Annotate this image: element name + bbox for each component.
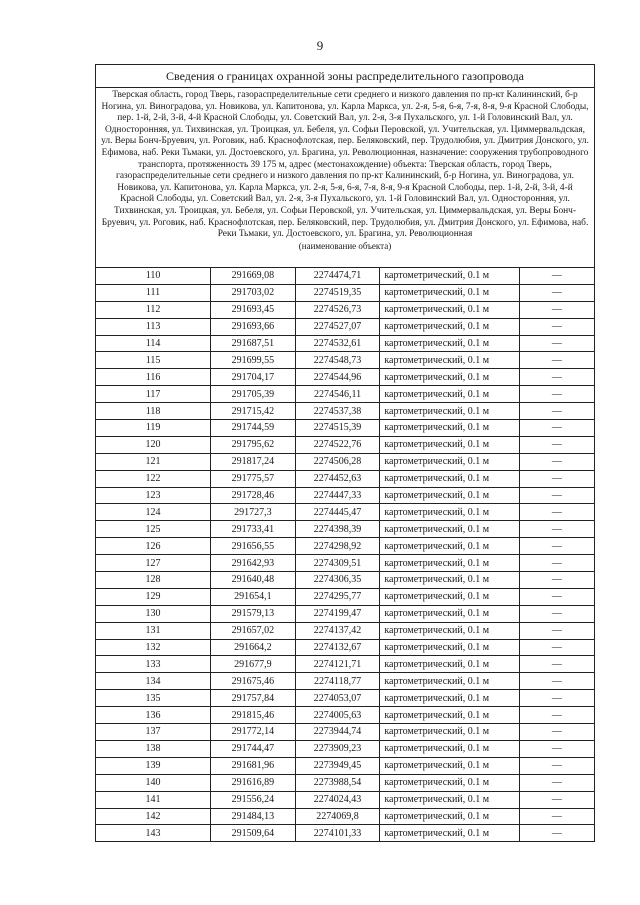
point-number-cell: 129 [96,588,211,605]
y-coordinate-cell: 2273909,23 [295,740,380,757]
table-row [96,335,594,352]
error-cell: — [519,774,594,791]
method-cell: картометрический, 0.1 м [380,740,519,757]
error-cell: — [519,352,594,369]
y-coordinate-cell: 2274527,07 [295,318,380,335]
error-cell: — [519,588,594,605]
y-coordinate-cell: 2274121,71 [295,656,380,673]
x-coordinate-cell: 291693,45 [211,301,296,318]
y-coordinate-cell: 2274519,35 [295,284,380,301]
method-cell: картометрический, 0.1 м [380,724,519,741]
point-number-cell: 133 [96,656,211,673]
error-cell: — [519,470,594,487]
error-cell: — [519,403,594,420]
y-coordinate-cell: 2274024,43 [295,791,380,808]
x-coordinate-cell: 291703,02 [211,284,296,301]
table-row [96,740,594,757]
point-number-cell: 117 [96,386,211,403]
y-coordinate-cell: 2274452,63 [295,470,380,487]
y-coordinate-cell: 2274199,47 [295,605,380,622]
error-cell: — [519,420,594,437]
table-row [96,538,594,555]
x-coordinate-cell: 291704,17 [211,369,296,386]
error-cell: — [519,572,594,589]
x-coordinate-cell: 291642,93 [211,555,296,572]
point-number-cell: 128 [96,572,211,589]
method-cell: картометрический, 0.1 м [380,301,519,318]
y-coordinate-cell: 2274132,67 [295,639,380,656]
table-row [96,774,594,791]
method-cell: картометрический, 0.1 м [380,268,519,284]
error-cell: — [519,301,594,318]
x-coordinate-cell: 291817,24 [211,453,296,470]
x-coordinate-cell: 291579,13 [211,605,296,622]
y-coordinate-cell: 2274309,51 [295,555,380,572]
y-coordinate-cell: 2273944,74 [295,724,380,741]
table-row [96,284,594,301]
point-number-cell: 121 [96,453,211,470]
x-coordinate-cell: 291772,14 [211,724,296,741]
error-cell: — [519,487,594,504]
error-cell: — [519,318,594,335]
y-coordinate-cell: 2274069,8 [295,808,380,825]
x-coordinate-cell: 291656,55 [211,538,296,555]
table-row [96,301,594,318]
error-cell: — [519,386,594,403]
error-cell: — [519,369,594,386]
error-cell: — [519,791,594,808]
document-frame [95,64,595,842]
point-number-cell: 123 [96,487,211,504]
error-cell: — [519,724,594,741]
method-cell: картометрический, 0.1 м [380,605,519,622]
error-cell: — [519,639,594,656]
point-number-cell: 135 [96,690,211,707]
method-cell: картометрический, 0.1 м [380,622,519,639]
method-cell: картометрический, 0.1 м [380,420,519,437]
point-number-cell: 127 [96,555,211,572]
object-description-block [96,88,594,268]
table-row [96,724,594,741]
point-number-cell: 118 [96,403,211,420]
point-number-cell: 141 [96,791,211,808]
x-coordinate-cell: 291693,66 [211,318,296,335]
point-number-cell: 114 [96,335,211,352]
x-coordinate-cell: 291669,08 [211,268,296,284]
table-row [96,436,594,453]
y-coordinate-cell: 2274298,92 [295,538,380,555]
method-cell: картометрический, 0.1 м [380,588,519,605]
y-coordinate-cell: 2274137,42 [295,622,380,639]
section-title: Сведения о границах охранной зоны распределительного газопровода [96,65,594,88]
y-coordinate-cell: 2274306,35 [295,572,380,589]
x-coordinate-cell: 291654,1 [211,588,296,605]
method-cell: картометрический, 0.1 м [380,335,519,352]
error-cell: — [519,335,594,352]
method-cell: картометрический, 0.1 м [380,352,519,369]
method-cell: картометрический, 0.1 м [380,808,519,825]
table-row [96,791,594,808]
point-number-cell: 136 [96,707,211,724]
point-number-cell: 112 [96,301,211,318]
y-coordinate-cell: 2273949,45 [295,757,380,774]
x-coordinate-cell: 291687,51 [211,335,296,352]
coordinates-table [96,268,594,841]
error-cell: — [519,268,594,284]
error-cell: — [519,808,594,825]
point-number-cell: 120 [96,436,211,453]
table-row [96,470,594,487]
y-coordinate-cell: 2274526,73 [295,301,380,318]
method-cell: картометрический, 0.1 м [380,757,519,774]
error-cell: — [519,521,594,538]
y-coordinate-cell: 2274546,11 [295,386,380,403]
method-cell: картометрический, 0.1 м [380,369,519,386]
point-number-cell: 115 [96,352,211,369]
point-number-cell: 138 [96,740,211,757]
point-number-cell: 111 [96,284,211,301]
point-number-cell: 110 [96,268,211,284]
table-row [96,605,594,622]
table-row [96,487,594,504]
method-cell: картометрический, 0.1 м [380,791,519,808]
x-coordinate-cell: 291484,13 [211,808,296,825]
error-cell: — [519,453,594,470]
method-cell: картометрический, 0.1 м [380,487,519,504]
point-number-cell: 131 [96,622,211,639]
y-coordinate-cell: 2274101,33 [295,825,380,841]
method-cell: картометрический, 0.1 м [380,774,519,791]
error-cell: — [519,605,594,622]
point-number-cell: 126 [96,538,211,555]
y-coordinate-cell: 2274445,47 [295,504,380,521]
y-coordinate-cell: 2274522,76 [295,436,380,453]
point-number-cell: 132 [96,639,211,656]
method-cell: картометрический, 0.1 м [380,825,519,841]
error-cell: — [519,825,594,841]
x-coordinate-cell: 291728,46 [211,487,296,504]
method-cell: картометрический, 0.1 м [380,707,519,724]
error-cell: — [519,622,594,639]
y-coordinate-cell: 2274005,63 [295,707,380,724]
point-number-cell: 116 [96,369,211,386]
y-coordinate-cell: 2274506,28 [295,453,380,470]
x-coordinate-cell: 291509,64 [211,825,296,841]
x-coordinate-cell: 291744,47 [211,740,296,757]
method-cell: картометрический, 0.1 м [380,690,519,707]
x-coordinate-cell: 291744,59 [211,420,296,437]
x-coordinate-cell: 291677,9 [211,656,296,673]
point-number-cell: 142 [96,808,211,825]
x-coordinate-cell: 291795,62 [211,436,296,453]
x-coordinate-cell: 291757,84 [211,690,296,707]
table-row [96,808,594,825]
x-coordinate-cell: 291681,96 [211,757,296,774]
y-coordinate-cell: 2274548,73 [295,352,380,369]
table-row [96,369,594,386]
table-row [96,707,594,724]
method-cell: картометрический, 0.1 м [380,403,519,420]
table-row [96,555,594,572]
table-row [96,757,594,774]
method-cell: картометрический, 0.1 м [380,436,519,453]
x-coordinate-cell: 291699,55 [211,352,296,369]
table-row [96,825,594,841]
point-number-cell: 139 [96,757,211,774]
method-cell: картометрический, 0.1 м [380,453,519,470]
table-row [96,521,594,538]
error-cell: — [519,284,594,301]
error-cell: — [519,656,594,673]
error-cell: — [519,757,594,774]
table-row [96,453,594,470]
y-coordinate-cell: 2274118,77 [295,673,380,690]
table-row [96,268,594,284]
table-row [96,318,594,335]
method-cell: картометрический, 0.1 м [380,470,519,487]
y-coordinate-cell: 2274515,39 [295,420,380,437]
x-coordinate-cell: 291815,46 [211,707,296,724]
x-coordinate-cell: 291657,02 [211,622,296,639]
x-coordinate-cell: 291775,57 [211,470,296,487]
point-number-cell: 119 [96,420,211,437]
method-cell: картометрический, 0.1 м [380,656,519,673]
point-number-cell: 122 [96,470,211,487]
y-coordinate-cell: 2274295,77 [295,588,380,605]
point-number-cell: 134 [96,673,211,690]
object-description: Тверская область, город Тверь, газораспределительные сети среднего и низкого давления по пр-кт Калининский, б-р Ногина, ул. Виноградова, ул. Новикова, ул. Капитонова, ул. Карла Маркса, ул. 2-я, 5-я, 6-я, 7-я, 8-я, 9-я Красной Слободы, пер. 1-й, 2-й, 3-й, 4-й Красной Слободы, ул. Советский Вал, ул. 2-я, 3-я Пухальского, ул. 1-й Головинский Вал, ул. Односторонняя, ул. Тихвинская, ул. Троицкая, ул. Бебеля, ул. Софьи Перовской, ул. Учительская, ул. Циммервальдская, ул. Веры Бонч-Бруевич, ул. Роговик, наб. Краснофлотская, пер. Беляковский, пер. Трудолюбия, ул. Дмитрия Донского, ул. Ефимова, наб. Реки Тьмаки, ул. Достоевского, ул. Брагина, ул. Революционная, назначение: сооружения трубопроводного транспорта, протяженность 39 175 м, адрес (местонахождение) объекта: Тверская область, город Тверь, газораспределительные сети среднего и низкого давления по пр-кт Калининский, б-р Ногина, ул. Виноградова, ул. Новикова, ул. Капитонова, ул. Карла Маркса, ул. 2-я, 5-я, 6-я, 7-я, 8-я, 9-я Красной Слободы, пер. 1-й, 2-й, 3-й, 4-й Красной Слободы, ул. Советский Вал, ул. 2-я, 3-я Пухальского, ул. 1-й Головинский Вал, ул. Односторонняя, ул. Тихвинская, ул. Троицкая, ул. Бебеля, ул. Софьи Перовской, ул. Учительская, ул. Циммервальдская, ул. Веры Бонч-Бруевич, ул. Роговик, наб. Краснофлотская, пер. Беляковский, пер. Трудолюбия, ул. Дмитрия Донского, ул. Ефимова, наб. Реки Тьмаки, ул. Достоевского, ул. Брагина, ул. Революционная [101,90,589,240]
point-number-cell: 124 [96,504,211,521]
point-number-cell: 125 [96,521,211,538]
x-coordinate-cell: 291556,24 [211,791,296,808]
y-coordinate-cell: 2274053,07 [295,690,380,707]
object-name-caption: (наименование объекта) [298,240,392,251]
table-row [96,572,594,589]
table-row [96,690,594,707]
error-cell: — [519,538,594,555]
error-cell: — [519,740,594,757]
x-coordinate-cell: 291715,42 [211,403,296,420]
y-coordinate-cell: 2274532,61 [295,335,380,352]
y-coordinate-cell: 2274544,96 [295,369,380,386]
method-cell: картометрический, 0.1 м [380,673,519,690]
y-coordinate-cell: 2274474,71 [295,268,380,284]
page-number: 9 [316,38,324,53]
error-cell: — [519,673,594,690]
x-coordinate-cell: 291733,41 [211,521,296,538]
x-coordinate-cell: 291664,2 [211,639,296,656]
method-cell: картометрический, 0.1 м [380,572,519,589]
point-number-cell: 113 [96,318,211,335]
method-cell: картометрический, 0.1 м [380,639,519,656]
error-cell: — [519,555,594,572]
y-coordinate-cell: 2274537,38 [295,403,380,420]
error-cell: — [519,436,594,453]
y-coordinate-cell: 2273988,54 [295,774,380,791]
error-cell: — [519,707,594,724]
method-cell: картометрический, 0.1 м [380,318,519,335]
table-row [96,639,594,656]
method-cell: картометрический, 0.1 м [380,386,519,403]
error-cell: — [519,504,594,521]
method-cell: картометрический, 0.1 м [380,504,519,521]
table-row [96,656,594,673]
x-coordinate-cell: 291727,3 [211,504,296,521]
method-cell: картометрический, 0.1 м [380,284,519,301]
error-cell: — [519,690,594,707]
x-coordinate-cell: 291616,89 [211,774,296,791]
table-row [96,386,594,403]
x-coordinate-cell: 291640,48 [211,572,296,589]
table-row [96,504,594,521]
table-row [96,673,594,690]
table-row [96,352,594,369]
table-row [96,420,594,437]
x-coordinate-cell: 291705,39 [211,386,296,403]
method-cell: картометрический, 0.1 м [380,555,519,572]
method-cell: картометрический, 0.1 м [380,538,519,555]
table-row [96,588,594,605]
y-coordinate-cell: 2274447,33 [295,487,380,504]
point-number-cell: 130 [96,605,211,622]
table-row [96,622,594,639]
y-coordinate-cell: 2274398,39 [295,521,380,538]
point-number-cell: 140 [96,774,211,791]
table-row [96,403,594,420]
method-cell: картометрический, 0.1 м [380,521,519,538]
x-coordinate-cell: 291675,46 [211,673,296,690]
point-number-cell: 143 [96,825,211,841]
point-number-cell: 137 [96,724,211,741]
